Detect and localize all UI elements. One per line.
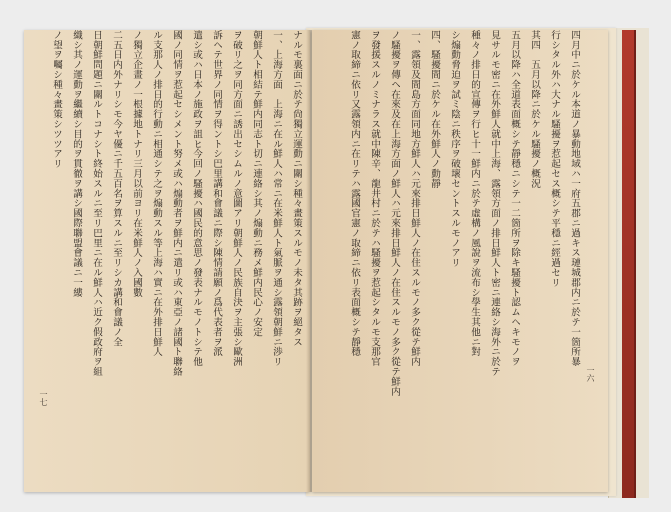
- right-col-2: 行シタル外ハ大ナル騷擾ヲ惹起セス概シテ平穩ニ經過セリ: [549, 30, 560, 288]
- right-col-5: 見サルモ密ニ在外鮮人就中上海、露領方面ノ排日鮮人ト密ニ連絡シ海外ニ於テ: [489, 30, 500, 377]
- left-col-4: ヲ破リ之ヲ同方面ニ誘出セシムルノ意圖アリ朝鮮人ノ民族自決ヲ主張シ歐洲: [231, 30, 242, 367]
- left-page: [24, 30, 310, 492]
- left-col-1: ナルモ裏面ニ於テ尙獨立運動ニ關シ種々畫策スルモノ未タ其跡ヲ絕タス: [291, 30, 302, 347]
- left-col-3: 朝鮮人ト相結テ鮮内同志ト切ニ連絡シ其ノ煽動ニ務メ鮮内民心ノ安定: [251, 30, 262, 337]
- right-col-1: 四月中ニ於ケル本道ノ暴動地域ハ一府五郡ニ過キス璉城郡内ニ於テ一箇所暴: [569, 30, 580, 367]
- right-col-9: 一、露領及間島方面同地方鮮人ハ元來排日鮮人ノ在住スルモノ多ク從テ鮮内: [409, 30, 420, 367]
- right-col-10: ノ騷擾ヲ傳ヘ在來及在上海方面ノ鮮人ハ元來排日鮮人ノ在住スルモノ多ク從テ鮮内: [389, 30, 400, 397]
- left-col-9: ノ獨立企畫ノ一根據地トナリ三月以前ヨリ在米鮮人ノ入國數: [131, 30, 142, 298]
- right-col-12: 憲ノ取締ニ依リ又露領内ニ在リテハ露國官憲ノ取締ニ依リ表面概シテ靜穩: [349, 30, 360, 357]
- right-col-3: 其四 五月以降ニ於ケル騷擾ノ概況: [529, 30, 540, 189]
- right-col-7: シ煽動脅迫ヲ試ミ陰ニ秩序ヲ破壞セントスルモノアリ: [449, 30, 460, 268]
- right-page-number: 一六: [586, 366, 595, 382]
- left-col-7: 國ノ同情ヲ惹起セシメント努メ或ハ煽動者ヲ鮮内ニ遣リ或ハ東亞ノ諸國ト聯絡: [171, 30, 182, 377]
- right-col-8: 四、騷擾間ニ於ケル在外鮮人ノ動靜: [429, 30, 440, 189]
- left-col-2: 一、上海方面 上海ニ在ル鮮人ハ常ニ在米鮮人ト氣脈ヲ通シ露領朝鮮ニ渉リ: [271, 30, 282, 367]
- right-col-4: 五月以降ハ全道表面概シテ靜穩ニシテ一二箇所ヲ除キ騷擾ト認ムヘキモノヲ: [509, 30, 520, 367]
- left-col-8: ル支那人ノ排日的行動ニ相通シテ之ヲ煽動スル等上海ハ實ニ在外排日鮮人: [151, 30, 162, 357]
- right-page: [312, 30, 608, 492]
- left-page-number: 一七: [39, 390, 48, 406]
- left-col-12: 織シ其ノ運動ヲ繼續シ目的ヲ貫徹ヲ講シ國際聯盟會議ニ一縷: [71, 30, 82, 298]
- left-col-6: 遣シ或ハ日本ノ施政ヲ詛ヒ今回ノ騷擾ハ國民的意思ノ發表ナルモノトシテ他: [191, 30, 202, 367]
- red-binding-strip: [622, 30, 636, 498]
- left-col-11: 日朝鮮問題ニ關ルトコナシト終始スルニ至リ巴里ニ在ル鮮人ハ近ク假政府ヲ組: [91, 30, 102, 377]
- right-col-11: ヲ發援スルノミナラス就中陳辛、龍井村ニ於テハ騷擾ヲ惹起シタルモ支那官: [369, 30, 380, 367]
- left-col-5: 訴ヘテ世界ノ同情ヲ得ントシ巴里講和會議ニ際シ陳情請願ノ爲代表者ヲ派: [211, 30, 222, 357]
- left-col-13: ノ望ヲ囑シ種々畫策シツツアリ: [51, 30, 62, 169]
- right-col-6: 種々ノ排日的宣傳ヲ行ヒ十一鮮内ニ於テ虛構ノ風說ヲ流布シ學生其他ニ對: [469, 30, 480, 357]
- left-col-10: 二五日内外ナリシモ今ヤ優ニ千五百名ヲ算スルニ至リシカ講和會議ノ全: [111, 30, 122, 347]
